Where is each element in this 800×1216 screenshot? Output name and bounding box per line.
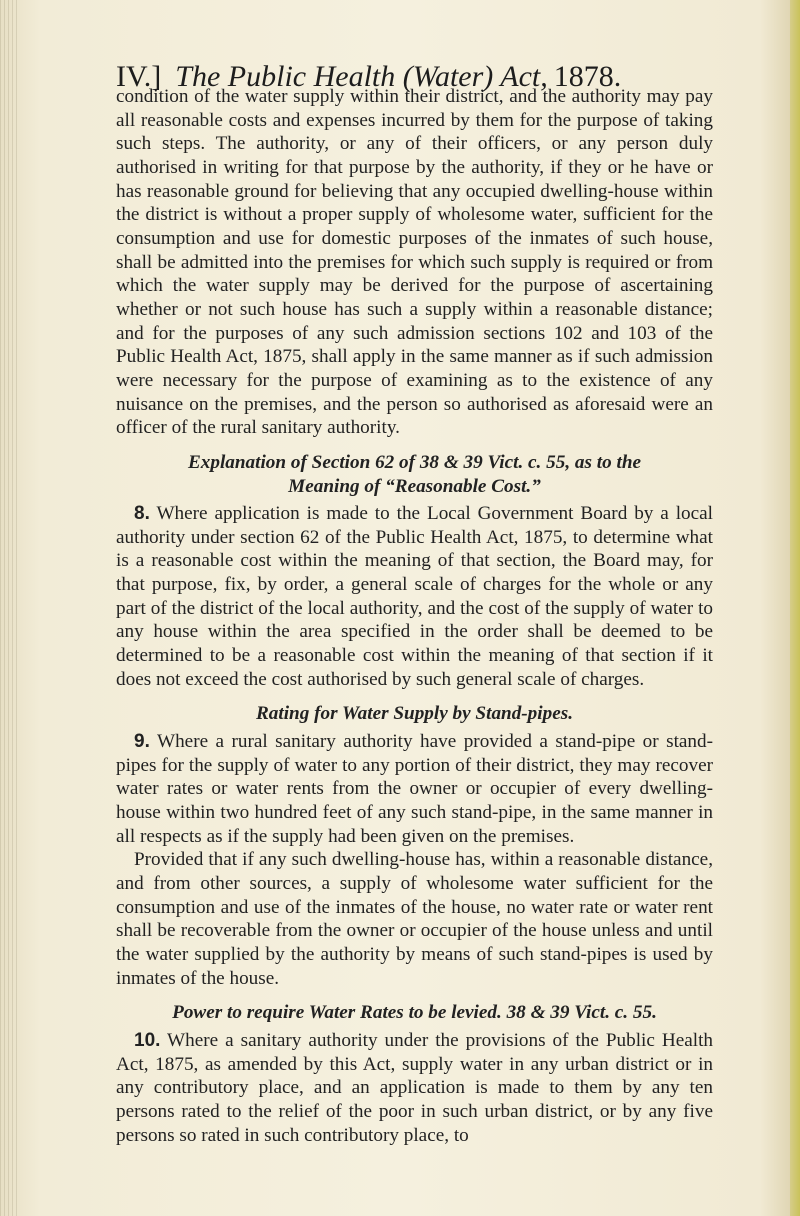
- section-9-heading: Rating for Water Supply by Stand-pipes.: [256, 703, 573, 725]
- section-8-number: 8.: [134, 503, 150, 525]
- section-8-text: Where application is made to the Local Government Board by a local authority under section 62 of the Public Health Act, 1875, to determine what is a reasonable cost within the meaning of that section, the Board may, for that purpose, fix, by order, a general scale of charges for the whole or any part of the district of the local authority, and the cost of the supply of water to any house within the area specified in the order shall be deemed to be determined to be a reasonable cost within the meaning of that section if it does not exceed the cost authorised by such general scale of charges.: [116, 503, 714, 690]
- section-9-text: Where a rural sanitary authority have provided a stand-pipe or stand-pipes for the supply of water to any portion of their district, they may recover water rates or water rents from the owner or occupier of every dwelling-house within two hundred feet of any such stand-pipe, in the same manner in all respects as if the supply had been given on the premises.: [116, 731, 714, 847]
- chapter-number: IV.]: [116, 60, 162, 93]
- running-title: The Public Health (Water) Act,: [175, 60, 548, 93]
- page-body: [116, 85, 713, 1147]
- section-8-heading: Explanation of Section 62 of 38 & 39 Vict. c. 55, as to the Meaning of “Reasonable Cost.”: [187, 451, 642, 497]
- section-10-paragraph: [116, 1029, 713, 1147]
- section-9-paragraph: [116, 730, 713, 848]
- page-right-edge: [790, 0, 800, 1216]
- section-10-heading: Power to require Water Rates to be levied. 38 & 39 Vict. c. 55.: [172, 1002, 657, 1024]
- section-8-paragraph: [116, 502, 713, 691]
- intro-paragraph: condition of the water supply within their district, and the authority may pay all reasonable costs and expenses incurred by them for the purpose of taking such steps. The authority, or any of their officers, or any person duly authorised in writing for that purpose by the authority, if they or he have or has reasonable ground for believing that any occupied dwelling-house within the district is without a proper supply of wholesome water, sufficient for the consumption and use for domestic purposes of the inmates of such house, shall be admitted into the premises for which such supply is required or from which the water supply may be derived for the purpose of ascertaining whether or not such house has such a supply within a reasonable distance; and for the purposes of any such admission sections 102 and 103 of the Public Health Act, 1875, shall apply in the same manner as if such admission were necessary for the purpose of examining as to the existence of any nuisance on the premises, and the person so authorised as aforesaid were an officer of the rural sanitary authority.: [116, 86, 713, 439]
- section-9-proviso: Provided that if any such dwelling-house has, within a reasonable distance, and from other sources, a supply of wholesome water sufficient for the consumption and use of the inmates of the house, no water rate or water rent shall be recoverable from the owner or occupier of the house unless and until the water supplied by the authority by means of such stand-pipes is used by inmates of the house.: [116, 849, 713, 989]
- header-year: 1878.: [553, 60, 622, 93]
- binding-edge: [0, 0, 20, 1216]
- section-9-number: 9.: [134, 731, 150, 753]
- section-10-number: 10.: [134, 1029, 161, 1051]
- section-10-text: Where a sanitary authority under the provisions of the Public Health Act, 1875, as amended by this Act, supply water in any urban district or in any contributory place, and an application is made to them by any ten persons rated to the relief of the poor in such urban district, or by any five persons so rated in such contributory place, to: [116, 1029, 714, 1146]
